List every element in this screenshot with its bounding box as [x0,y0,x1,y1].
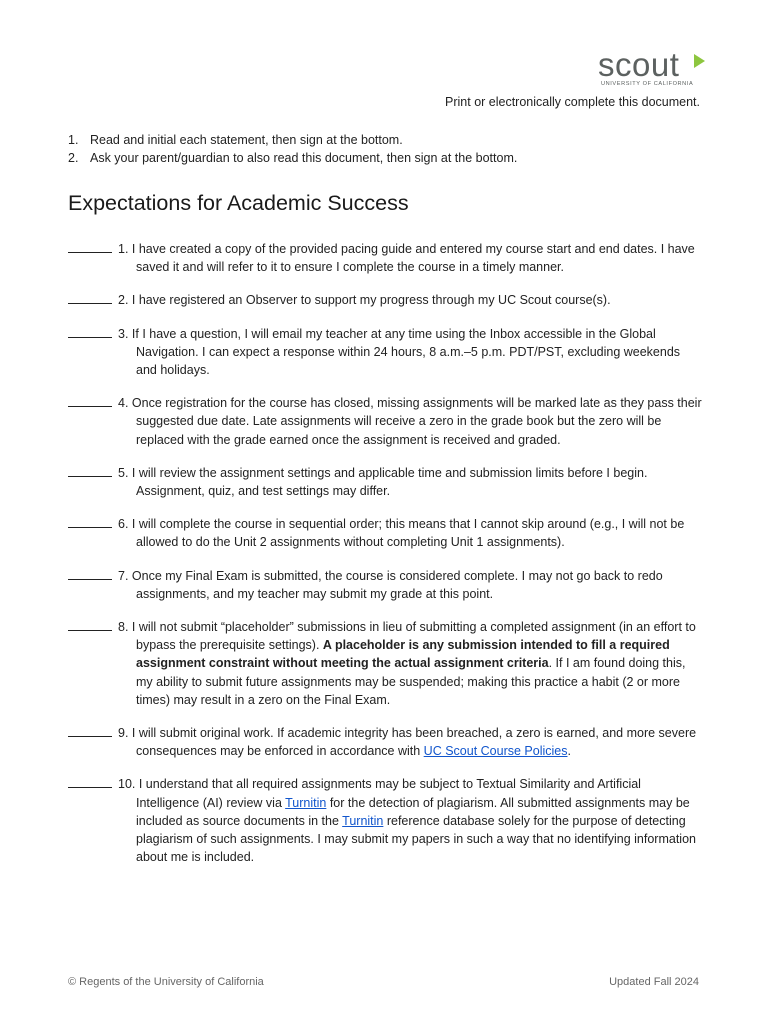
initial-blank[interactable] [68,630,112,631]
placeholder-definition: A placeholder is any submission intended to fill a required assignment constraint without meeting the actual assignment criteria [136,638,670,671]
initial-blank[interactable] [68,476,112,477]
initial-blank[interactable] [68,787,112,788]
instruction-list [68,131,517,167]
initial-blank[interactable] [68,406,112,407]
initial-blank[interactable] [68,303,112,304]
expectation-text: 5. I will review the assignment settings and applicable time and submission limits before I begin. Assignment, quiz, and test settings may differ. [118,465,648,499]
expectation-text-part: . [567,744,571,759]
instruction-item [68,149,517,167]
expectation-item [68,291,704,309]
section-title: Expectations for Academic Success [68,191,409,215]
course-policies-link[interactable]: UC Scout Course Policies [423,744,568,759]
initial-blank[interactable] [68,736,112,737]
initial-blank[interactable] [68,579,112,580]
expectation-text-part: 8. I will not submit “placeholder” submissions in lieu of submitting a completed assignment (in an effort to bypass the prerequisite settings). [118,620,696,653]
expectation-text-part: reference database solely for the purpose of detecting plagiarism of such assignments. I may submit my papers in such a way that no identifying information about me is included. [136,813,696,865]
expectation-text: 3. If I have a question, I will email my teacher at any time using the Inbox accessible in the Global Navigation. I can expect a response within 24 hours, 8 a.m.–5 p.m. PDT/PST, excluding weekends and holidays. [118,326,681,378]
expectation-text-part: 10. I understand that all required assignments may be subject to Textual Similarity and Artificial Intelligence (AI) review via [118,777,641,810]
turnitin-link[interactable]: Turnitin [342,813,384,828]
expectation-item [68,724,704,760]
expectation-text: 4. Once registration for the course has closed, missing assignments will be marked late as they pass their suggested due date. Late assignments will receive a zero in the grade book but the zero will be replaced with the grade earned once the assignment is received and graded. [118,396,702,447]
instruction-item [68,131,517,149]
expectation-text: 7. Once my Final Exam is submitted, the course is considered complete. I may not go back to redo assignments, and my teacher may submit my grade at this point. [118,568,663,601]
expectation-item [68,775,704,866]
instruction-number: 2. [68,151,79,165]
expectation-text: 1. I have created a copy of the provided pacing guide and entered my course start and end dates. I have saved it and will refer to it to ensure I complete the course in a timely manner. [118,242,695,275]
expectation-item [68,240,704,276]
expectation-item [68,618,704,709]
expectation-text: 2. I have registered an Observer to support my progress through my UC Scout course(s). [118,293,611,308]
expectation-text [118,724,704,760]
expectations-list [68,240,704,866]
initial-blank[interactable] [68,337,112,338]
expectation-text-part: 9. I will submit original work. If academic integrity has been breached, a zero is earned, and more severe consequences may be enforced in accordance with [118,726,697,759]
expectation-item [68,325,704,380]
instruction-number: 1. [68,133,79,147]
expectation-text: 6. I will complete the course in sequential order; this means that I cannot skip around (e.g., I will not be allowed to do the Unit 2 assignments without completing Unit 1 assignments). [118,517,685,550]
instruction-text: Read and initial each statement, then sign at the bottom. [90,133,403,147]
expectation-item [68,567,704,603]
expectation-item [68,515,704,551]
expectation-text-part: for the detection of plagiarism. All submitted assignments may be included as source documents in the [136,795,690,828]
expectation-text [118,775,704,866]
uc-scout-logo [598,48,708,92]
expectation-text-part: . If I am found doing this, my ability to submit future assignments may be suspended; making this practice a habit (2 or more times) may result in a zero on the Final Exam. [136,656,686,707]
expectation-text [118,618,704,709]
initial-blank[interactable] [68,252,112,253]
expectation-item [68,394,704,449]
turnitin-link[interactable]: Turnitin [285,795,327,810]
print-note: Print or electronically complete this document. [445,95,700,109]
initial-blank[interactable] [68,527,112,528]
copyright-footer: © Regents of the University of California [68,976,264,988]
instruction-text: Ask your parent/guardian to also read this document, then sign at the bottom. [90,151,518,165]
logo-subtitle: UNIVERSITY OF CALIFORNIA [601,81,694,87]
logo-wordmark: scout [598,46,680,83]
logo-flag-icon [694,52,706,72]
updated-footer: Updated Fall 2024 [609,976,699,988]
expectation-item [68,464,704,500]
